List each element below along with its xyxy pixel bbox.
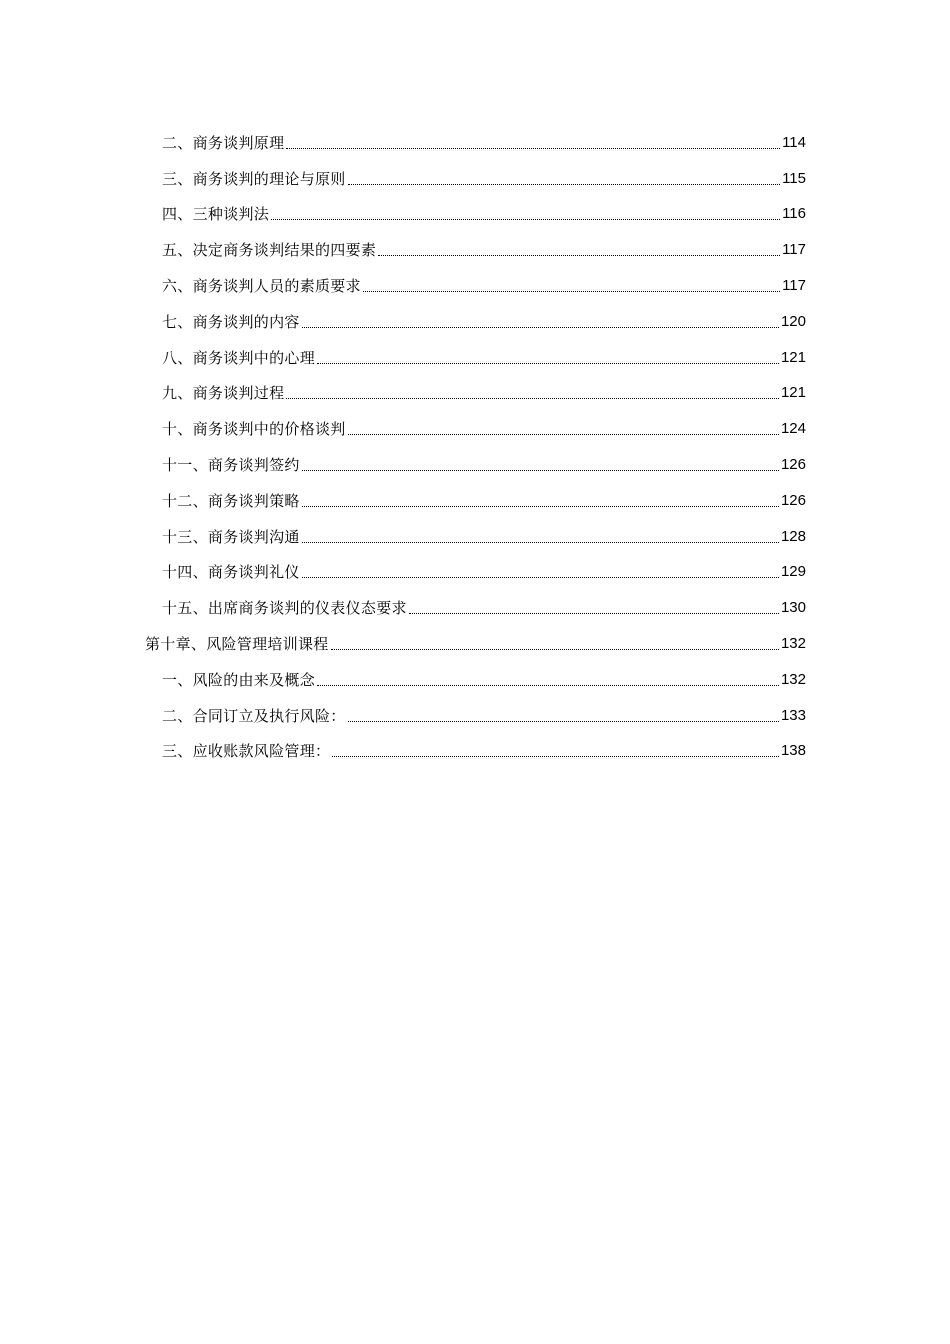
toc-leader-dots xyxy=(317,685,779,686)
toc-entry[interactable] xyxy=(145,196,806,232)
toc-entry-title: 十一、商务谈判签约 xyxy=(162,455,300,474)
toc-entry[interactable] xyxy=(145,697,806,733)
toc-entry-title: 十三、商务谈判沟通 xyxy=(162,527,300,546)
toc-leader-dots xyxy=(286,398,779,399)
toc-entry[interactable] xyxy=(145,375,806,411)
toc-entry[interactable] xyxy=(145,554,806,590)
toc-leader-dots xyxy=(348,434,779,435)
toc-leader-dots xyxy=(302,577,779,578)
toc-entry-title: 二、合同订立及执行风险： xyxy=(162,706,346,725)
toc-entry-title: 一、风险的由来及概念 xyxy=(162,670,316,689)
toc-leader-dots xyxy=(302,506,779,507)
toc-entry-page: 132 xyxy=(780,670,806,688)
toc-leader-dots xyxy=(409,613,779,614)
toc-chapter-entry[interactable] xyxy=(145,625,806,661)
toc-entry-title: 十二、商务谈判策略 xyxy=(162,491,300,510)
toc-entry[interactable] xyxy=(145,661,806,697)
toc-entry-title: 四、三种谈判法 xyxy=(162,205,270,224)
toc-entry-title: 十五、出席商务谈判的仪表仪态要求 xyxy=(162,599,407,618)
toc-entry[interactable] xyxy=(145,267,806,303)
toc-entry[interactable] xyxy=(145,124,806,160)
toc-entry-page: 133 xyxy=(780,706,806,724)
toc-leader-dots xyxy=(271,219,780,220)
toc-entry-title: 第十章、风险管理培训课程 xyxy=(145,634,329,653)
toc-entry[interactable] xyxy=(145,160,806,196)
toc-entry-title: 十四、商务谈判礼仪 xyxy=(162,563,300,582)
toc-entry[interactable] xyxy=(145,482,806,518)
toc-entry-title: 二、商务谈判原理 xyxy=(162,133,285,152)
toc-leader-dots xyxy=(286,148,780,149)
toc-entry-title: 八、商务谈判中的心理 xyxy=(162,348,316,367)
toc-leader-dots xyxy=(348,721,779,722)
toc-entry[interactable] xyxy=(145,410,806,446)
toc-entry-page: 120 xyxy=(780,312,806,330)
toc-entry-page: 114 xyxy=(782,133,806,151)
toc-entry-page: 138 xyxy=(780,742,806,760)
toc-entry[interactable] xyxy=(145,733,806,769)
toc-entry-page: 116 xyxy=(782,205,806,223)
toc-entry-title: 五、决定商务谈判结果的四要素 xyxy=(162,241,377,260)
table-of-contents xyxy=(145,124,806,768)
toc-entry-page: 115 xyxy=(782,169,806,187)
toc-entry-title: 十、商务谈判中的价格谈判 xyxy=(162,420,346,439)
toc-entry-page: 126 xyxy=(780,455,806,473)
toc-entry-title: 三、应收账款风险管理： xyxy=(162,742,331,761)
toc-entry[interactable] xyxy=(145,446,806,482)
toc-entry[interactable] xyxy=(145,518,806,554)
toc-leader-dots xyxy=(363,291,780,292)
toc-entry-page: 126 xyxy=(780,491,806,509)
toc-leader-dots xyxy=(302,327,779,328)
toc-entry-title: 六、商务谈判人员的素质要求 xyxy=(162,276,361,295)
toc-entry-page: 129 xyxy=(780,563,806,581)
toc-entry-page: 121 xyxy=(780,348,806,366)
toc-leader-dots xyxy=(348,184,780,185)
toc-entry-page: 128 xyxy=(780,527,806,545)
toc-entry[interactable] xyxy=(145,303,806,339)
toc-entry-title: 九、商务谈判过程 xyxy=(162,384,285,403)
toc-leader-dots xyxy=(378,255,780,256)
toc-entry-page: 121 xyxy=(780,384,806,402)
toc-leader-dots xyxy=(302,542,779,543)
toc-entry[interactable] xyxy=(145,231,806,267)
toc-entry-page: 124 xyxy=(780,420,806,438)
toc-entry-title: 七、商务谈判的内容 xyxy=(162,312,300,331)
toc-entry[interactable] xyxy=(145,589,806,625)
toc-leader-dots xyxy=(317,363,779,364)
toc-entry[interactable] xyxy=(145,339,806,375)
toc-entry-title: 三、商务谈判的理论与原则 xyxy=(162,169,346,188)
toc-entry-page: 132 xyxy=(780,634,806,652)
toc-entry-page: 117 xyxy=(782,241,806,259)
toc-leader-dots xyxy=(332,756,779,757)
toc-leader-dots xyxy=(331,649,779,650)
toc-entry-page: 117 xyxy=(782,276,806,294)
toc-leader-dots xyxy=(302,470,779,471)
toc-entry-page: 130 xyxy=(780,599,806,617)
